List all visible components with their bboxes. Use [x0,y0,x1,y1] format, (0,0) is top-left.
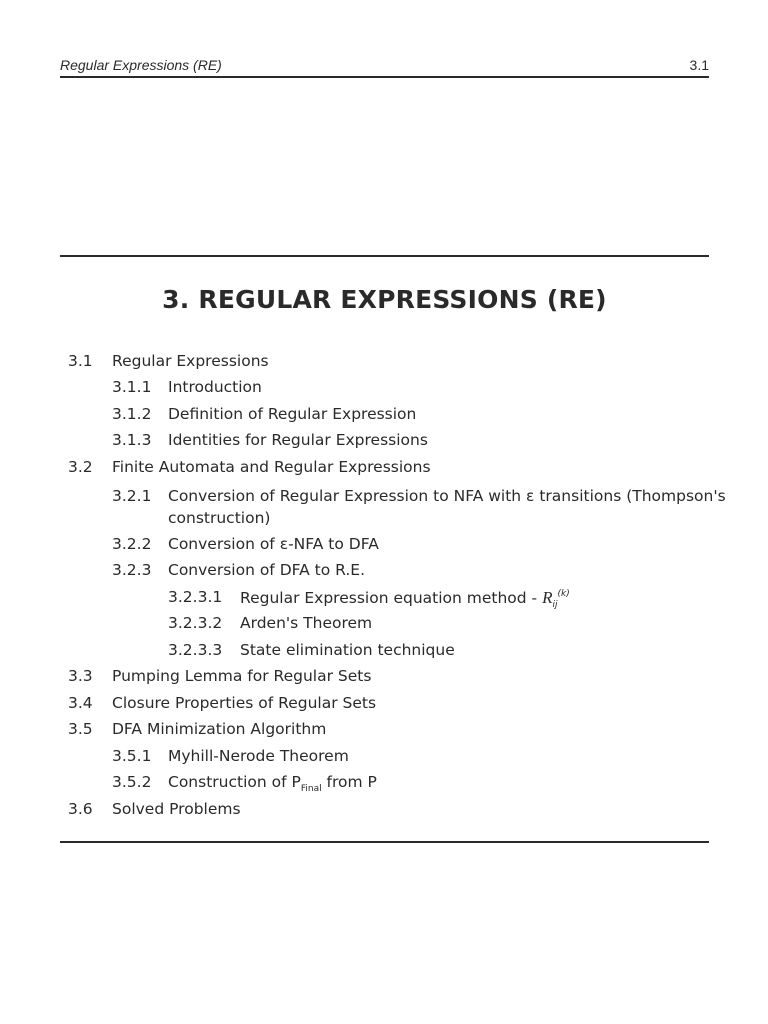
toc-text: Conversion of DFA to R.E. [168,561,366,579]
toc-text-line-1: Conversion of Regular Expression to NFA with ε transitions (Thompson's [168,487,726,505]
toc-text: Myhill-Nerode Theorem [168,747,349,765]
toc-number: 3.5 [68,720,93,738]
header-title: Regular Expressions (RE) [60,57,222,73]
toc-text [240,587,570,612]
toc-text-post: from P [321,773,377,791]
chapter-bottom-rule [60,841,709,843]
toc-text: Pumping Lemma for Regular Sets [112,667,372,685]
chapter-title: 3. REGULAR EXPRESSIONS (RE) [162,285,607,314]
toc-text: Finite Automata and Regular Expressions [112,458,431,476]
toc-text-main: Regular Expression equation method - [240,589,543,607]
toc-text: Conversion of ε-NFA to DFA [168,535,379,553]
toc-number: 3.6 [68,800,93,818]
subscript-final: Final [300,784,322,794]
toc-number: 3.2.3 [112,561,152,579]
toc-number: 3.5.2 [112,773,152,791]
math-symbol-r: R [542,588,553,607]
toc-number: 3.4 [68,694,93,712]
math-subscript: ij [552,600,558,610]
toc-number: 3.2.3.2 [168,614,223,632]
toc-number: 3.2 [68,458,93,476]
toc-text-line-2: construction) [168,509,271,527]
toc-number: 3.5.1 [112,747,152,765]
toc-text: Closure Properties of Regular Sets [112,694,377,712]
toc-text-pre: Construction of P [168,773,301,791]
toc-text: DFA Minimization Algorithm [112,720,327,738]
toc-number: 3.1 [68,352,93,370]
toc-text: Arden's Theorem [240,614,373,632]
toc-number: 3.1.3 [112,431,152,449]
toc-text: Introduction [168,378,262,396]
header-page-number: 3.1 [689,57,709,73]
toc-text: State elimination technique [240,641,455,659]
math-superscript: (k) [557,589,570,599]
toc-text: Definition of Regular Expression [168,405,417,423]
toc-number: 3.1.2 [112,405,152,423]
toc-number: 3.2.2 [112,535,152,553]
toc-text: Solved Problems [112,800,241,818]
toc-text [168,772,377,796]
toc-number: 3.3 [68,667,93,685]
toc-number: 3.2.1 [112,487,152,505]
toc-number: 3.2.3.3 [168,641,223,659]
toc-text: Identities for Regular Expressions [168,431,428,449]
toc-number: 3.2.3.1 [168,588,223,606]
toc-text: Regular Expressions [112,352,269,370]
toc-number: 3.1.1 [112,378,152,396]
